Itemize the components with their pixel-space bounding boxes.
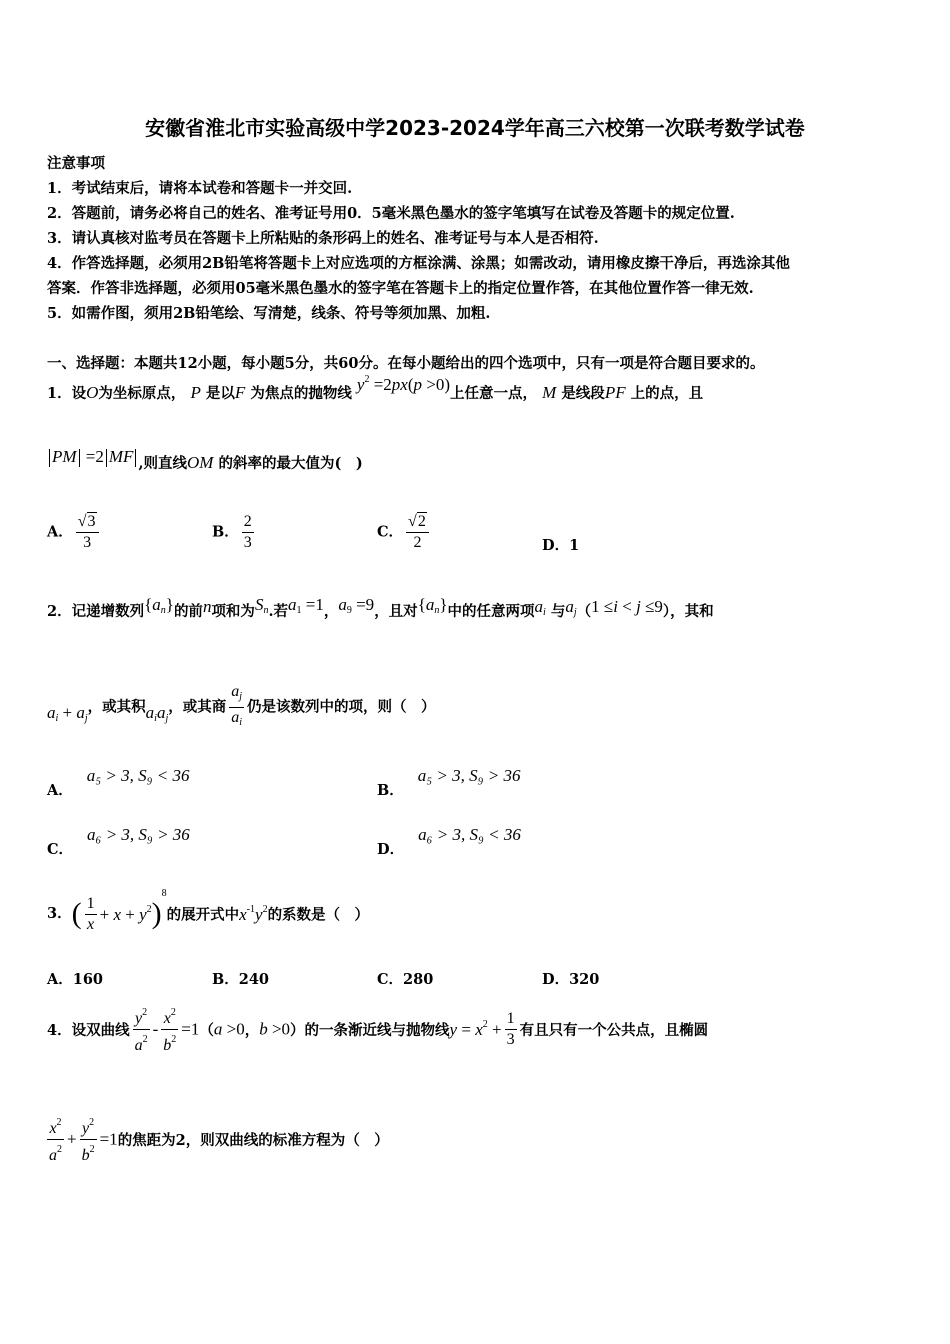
- question-2-option-c[interactable]: C．a₆ > 3, S₉ > 36: [47, 825, 190, 858]
- question-1-line-2: PM =2 MF ,则直线OM 的斜率的最大值为( ): [47, 452, 363, 473]
- question-4-line-2: $\frac{x^2}{a^2}$ + $\frac{y^2}{b^2}$ =1的焦距为2，则双曲线的标准方程为（ ）: [49, 1117, 389, 1164]
- notice-item-4-cont: 答案．作答非选择题，必须用05毫米黑色墨水的签字笔在答题卡上的指定位置作答，在其他位置作答一律无效.: [47, 280, 754, 297]
- question-4-line-1: 4．设双曲线 $\frac{y^2}{a^2}$ - $\frac{x^2}{b^2}$ =1（a >0，b >0）的一条渐近线与抛物线$y = x^2$ + $\frac{1}{3}$ 有且只有一个公共点，且椭圆: [47, 1007, 709, 1054]
- notice-item-2: 2．答题前，请务必将自己的姓名、准考证号用0．5毫米黑色墨水的签字笔填写在试卷及答题卡的规定位置.: [47, 205, 735, 222]
- notice-item-3: 3．请认真核对监考员在答题卡上所粘贴的条形码上的姓名、准考证号与本人是否相符.: [47, 230, 599, 247]
- question-3-option-b[interactable]: B．240: [212, 971, 270, 988]
- question-3-option-c[interactable]: C．280: [377, 971, 434, 988]
- question-3: 3．( $\frac{1}{x}$ + $x + y^2)^8$的展开式中$x^{-1}y^2$的系数是（ ）: [47, 888, 370, 933]
- question-1-option-a[interactable]: A． $\frac{√3}{3}$: [47, 512, 102, 553]
- question-1-option-c[interactable]: C． $\frac{√2}{2}$: [377, 512, 432, 553]
- question-2-option-d[interactable]: D．a₆ > 3, S₉ < 36: [377, 825, 521, 858]
- question-3-option-a[interactable]: A．160: [47, 971, 104, 988]
- notice-item-5: 5．如需作图，须用2B铅笔绘、写清楚，线条、符号等须加黑、加粗.: [47, 305, 491, 322]
- question-2-option-b[interactable]: B．a₅ > 3, S₉ > 36: [377, 766, 521, 799]
- page-title: 安徽省淮北市实验高级中学2023-2024学年高三六校第一次联考数学试卷: [145, 116, 805, 140]
- question-3-option-d[interactable]: D．320: [542, 971, 600, 988]
- question-1-option-b[interactable]: B． $\frac{2}{3}$: [212, 513, 252, 551]
- section-heading: 一、选择题：本题共12小题，每小题5分，共60分。在每小题给出的四个选项中，只有一项是符合题目要求的。: [47, 355, 765, 372]
- notice-item-1: 1．考试结束后，请将本试卷和答题卡一并交回.: [47, 180, 353, 197]
- question-2-line-1: 2．记递增数列$\{a_n\}$的前n项和为$S_n$.若$a_1 =1$，$a_9 =9$，且对$\{a_n\}$中的任意两项$a_i$ 与$a_j(1 \le i < j \le 9)$，其和: [47, 595, 714, 620]
- notice-item-4: 4．作答选择题，必须用2B铅笔将答题卡上对应选项的方框涂满、涂黑；如需改动，请用橡皮擦干净后，再选涂其他: [47, 255, 790, 272]
- question-1-line-1: 1．设O为坐标原点， P 是以F 为焦点的抛物线 $y^2 =2px(p >0)$上任意一点， M 是线段PF 上的点，且: [47, 374, 704, 402]
- question-1-option-d[interactable]: D．1: [542, 537, 580, 554]
- notice-heading: 注意事项: [47, 155, 105, 172]
- question-2-line-2: $a_i + a_j$，或其积$a_ia_j$，或其商 $\frac{a_j}{a_i}$ 仍是该数列中的项，则（ ）: [47, 682, 436, 733]
- question-2-option-a[interactable]: A．a₅ > 3, S₉ < 36: [47, 766, 190, 799]
